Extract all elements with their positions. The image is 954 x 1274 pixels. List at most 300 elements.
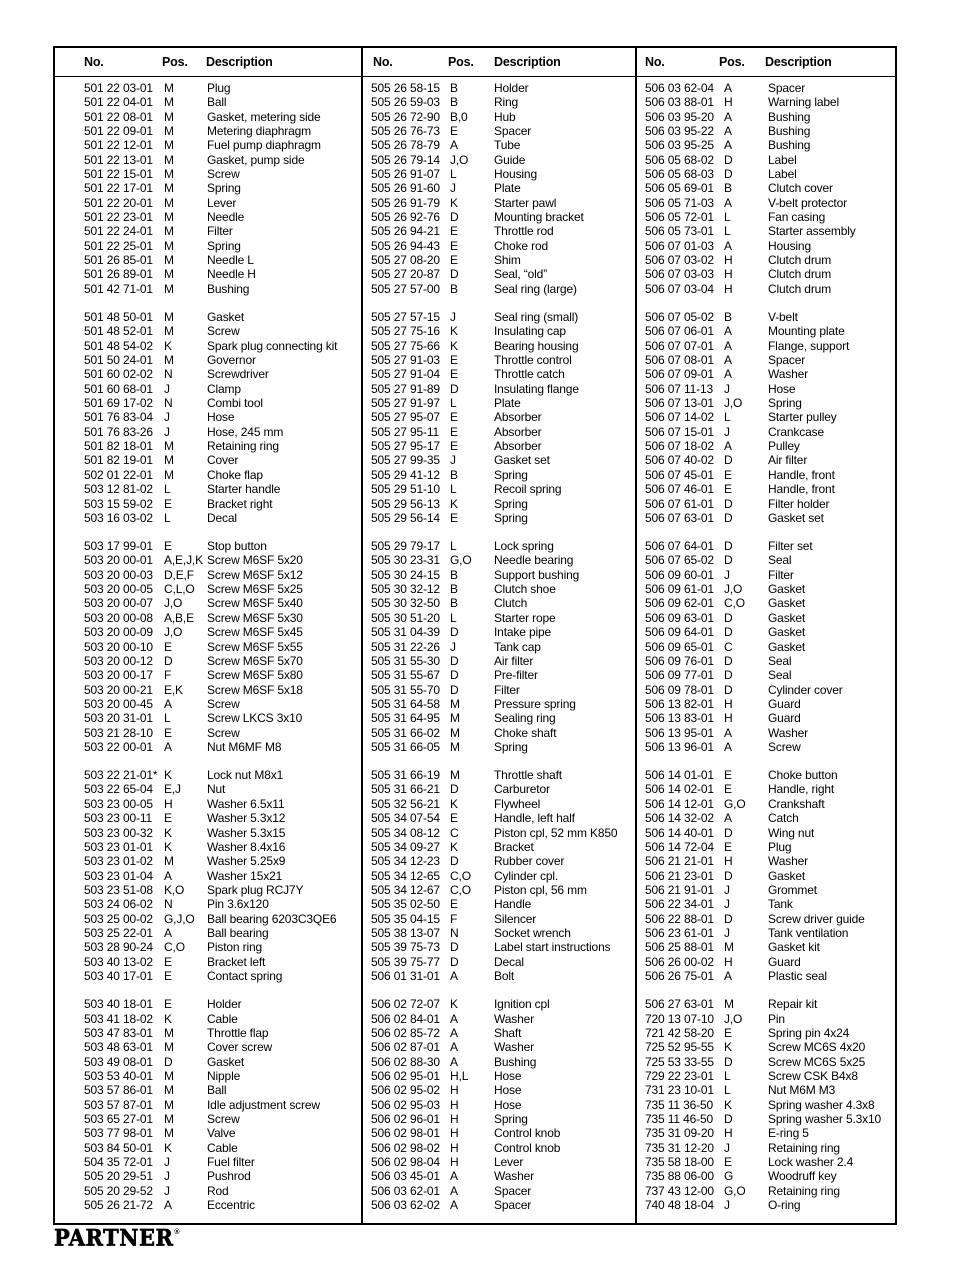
position-code: D xyxy=(724,1111,733,1126)
part-number: 505 30 32-12 xyxy=(371,582,440,597)
table-row xyxy=(635,181,895,195)
table-row xyxy=(361,625,635,639)
table-row xyxy=(635,596,895,610)
table-row xyxy=(55,511,361,525)
part-number: 505 30 32-50 xyxy=(371,596,440,611)
table-row xyxy=(361,396,635,410)
part-description: Piston cpl, 52 mm K850 xyxy=(494,825,618,840)
part-number: 505 34 08-12 xyxy=(371,825,440,840)
part-description: O-ring xyxy=(768,1198,801,1212)
part-description: Needle bearing xyxy=(494,553,574,568)
row-group xyxy=(55,310,361,525)
row-groups xyxy=(361,81,635,1226)
table-row xyxy=(361,582,635,596)
position-code: M xyxy=(164,310,174,325)
position-code: D xyxy=(450,854,459,869)
position-code: N xyxy=(164,396,173,411)
part-number: 505 27 75-66 xyxy=(371,338,440,353)
table-row xyxy=(361,196,635,210)
part-description: Combi tool xyxy=(207,396,263,411)
position-code: J xyxy=(164,1169,170,1184)
position-code: A xyxy=(724,81,732,95)
position-code: A,B,E xyxy=(164,610,194,625)
table-row xyxy=(635,568,895,582)
header-description: Description xyxy=(206,55,273,69)
part-description: Washer xyxy=(494,1011,534,1026)
row-group xyxy=(55,997,361,1212)
part-number: 503 23 00-32 xyxy=(84,825,153,840)
part-description: Rod xyxy=(207,1183,229,1198)
part-description: Screw M6SF 5x30 xyxy=(207,610,303,625)
position-code: H xyxy=(724,696,733,711)
table-row xyxy=(635,339,895,353)
position-code: B xyxy=(450,281,458,296)
table-row xyxy=(55,181,361,195)
part-description: Screwdriver xyxy=(207,367,269,382)
position-code: N xyxy=(450,925,459,940)
part-description: Washer 5.3x15 xyxy=(207,825,286,840)
table-row xyxy=(361,611,635,625)
part-description: Eccentric xyxy=(207,1198,255,1212)
part-number: 506 02 98-04 xyxy=(371,1154,440,1169)
table-row xyxy=(361,640,635,654)
part-number: 506 07 01-03 xyxy=(645,238,714,253)
table-row xyxy=(361,1083,635,1097)
part-description: Seal, “old” xyxy=(494,267,548,282)
part-number: 506 07 61-01 xyxy=(645,496,714,511)
part-description: Gasket kit xyxy=(768,940,820,955)
part-number: 501 60 68-01 xyxy=(84,381,153,396)
parts-list-table xyxy=(53,46,897,1225)
part-number: 506 07 46-01 xyxy=(645,482,714,497)
table-row xyxy=(55,367,361,381)
position-code: L xyxy=(450,482,457,497)
position-code: H xyxy=(450,1111,459,1126)
table-row xyxy=(55,969,361,983)
table-row xyxy=(635,310,895,324)
part-number: 503 23 51-08 xyxy=(84,882,153,897)
position-code: A xyxy=(164,1198,172,1212)
table-row xyxy=(635,955,895,969)
part-number: 505 31 55-67 xyxy=(371,668,440,683)
part-number: 506 07 13-01 xyxy=(645,396,714,411)
position-code: M xyxy=(450,768,460,783)
part-description: Nut M6MF M8 xyxy=(207,739,282,754)
part-description: E-ring 5 xyxy=(768,1126,809,1141)
part-number: 506 02 87-01 xyxy=(371,1040,440,1055)
position-code: H xyxy=(724,711,733,726)
part-description: Support bushing xyxy=(494,567,580,582)
part-number: 506 02 95-03 xyxy=(371,1097,440,1112)
part-number: 506 03 88-01 xyxy=(645,95,714,110)
table-row xyxy=(635,224,895,238)
part-description: Screw M6SF 5x25 xyxy=(207,582,303,597)
table-row xyxy=(361,468,635,482)
table-row xyxy=(55,110,361,124)
position-code: E xyxy=(164,811,172,826)
column-header xyxy=(361,48,635,77)
position-code: C,O xyxy=(450,868,471,883)
part-description: Handle, front xyxy=(768,467,835,482)
part-number: 503 16 03-02 xyxy=(84,510,153,525)
header-description: Description xyxy=(765,55,832,69)
position-code: M xyxy=(164,124,174,139)
part-description: Piston cpl, 56 mm xyxy=(494,882,587,897)
part-number: 506 09 65-01 xyxy=(645,639,714,654)
part-description: Label start instructions xyxy=(494,940,611,955)
part-description: Gasket xyxy=(768,625,806,640)
position-code: E xyxy=(450,367,458,382)
part-description: Hose xyxy=(494,1097,522,1112)
table-row xyxy=(55,782,361,796)
table-row xyxy=(55,625,361,639)
table-row xyxy=(635,353,895,367)
row-group xyxy=(635,768,895,983)
position-code: H xyxy=(724,281,733,296)
table-row xyxy=(635,1184,895,1198)
position-code: K xyxy=(164,338,172,353)
position-code: E xyxy=(724,467,732,482)
part-number: 506 14 72-04 xyxy=(645,839,714,854)
table-row xyxy=(55,640,361,654)
part-description: Screw xyxy=(207,725,240,740)
part-description: Silencer xyxy=(494,911,537,926)
part-number: 503 20 00-07 xyxy=(84,596,153,611)
part-number: 505 39 75-73 xyxy=(371,940,440,955)
position-code: B xyxy=(450,582,458,597)
part-number: 505 26 21-72 xyxy=(84,1198,153,1212)
table-row xyxy=(361,110,635,124)
table-row xyxy=(361,897,635,911)
part-description: Lock washer 2.4 xyxy=(768,1154,854,1169)
table-row xyxy=(361,95,635,109)
table-row xyxy=(361,654,635,668)
table-row xyxy=(55,324,361,338)
table-row xyxy=(361,153,635,167)
part-number: 501 42 71-01 xyxy=(84,281,153,296)
position-code: A,E,J,K xyxy=(164,553,203,568)
row-group xyxy=(635,997,895,1212)
position-code: J xyxy=(164,1154,170,1169)
table-row xyxy=(361,768,635,782)
part-number: 501 26 85-01 xyxy=(84,253,153,268)
part-description: Choke flap xyxy=(207,467,263,482)
position-code: D xyxy=(724,911,733,926)
part-description: Hub xyxy=(494,109,516,124)
part-description: Gasket set xyxy=(768,510,824,525)
part-description: Decal xyxy=(494,954,524,969)
table-row xyxy=(361,81,635,95)
part-description: Screw M6SF 5x70 xyxy=(207,653,303,668)
row-group xyxy=(361,539,635,754)
position-code: M xyxy=(164,453,174,468)
position-code: M xyxy=(164,1111,174,1126)
part-number: 506 21 21-01 xyxy=(645,854,714,869)
position-code: A xyxy=(164,868,172,883)
part-description: Gasket, metering side xyxy=(207,109,321,124)
position-code: E xyxy=(450,439,458,454)
table-row xyxy=(55,1155,361,1169)
table-row xyxy=(55,482,361,496)
part-description: Throttle shaft xyxy=(494,768,562,783)
position-code: M xyxy=(164,181,174,196)
part-number: 505 26 92-76 xyxy=(371,210,440,225)
part-number: 503 84 50-01 xyxy=(84,1140,153,1155)
part-number: 506 02 98-01 xyxy=(371,1126,440,1141)
part-number: 506 07 64-01 xyxy=(645,539,714,554)
part-number: 505 31 55-30 xyxy=(371,653,440,668)
part-description: Clamp xyxy=(207,381,241,396)
part-number: 503 57 86-01 xyxy=(84,1083,153,1098)
table-row xyxy=(635,511,895,525)
table-row xyxy=(55,940,361,954)
part-number: 735 11 36-50 xyxy=(645,1097,714,1112)
position-code: A xyxy=(450,968,458,983)
position-code: E xyxy=(724,482,732,497)
part-description: Air filter xyxy=(768,453,808,468)
position-code: J xyxy=(450,453,456,468)
position-code: A xyxy=(724,109,732,124)
part-number: 503 49 08-01 xyxy=(84,1054,153,1069)
table-row xyxy=(635,1069,895,1083)
part-description: Wing nut xyxy=(768,825,815,840)
position-code: K xyxy=(450,338,458,353)
part-number: 506 13 95-01 xyxy=(645,725,714,740)
position-code: H,L xyxy=(450,1068,469,1083)
table-row xyxy=(55,410,361,424)
part-number: 505 26 91-07 xyxy=(371,167,440,182)
part-number: 505 26 94-21 xyxy=(371,224,440,239)
part-description: Shaft xyxy=(494,1025,522,1040)
position-code: F xyxy=(164,668,172,683)
table-row xyxy=(361,955,635,969)
row-group xyxy=(361,81,635,296)
part-description: Gasket set xyxy=(494,453,550,468)
position-code: B xyxy=(450,81,458,95)
position-code: A xyxy=(724,739,732,754)
part-description: Gasket xyxy=(768,868,806,883)
part-description: Housing xyxy=(768,238,811,253)
position-code: A xyxy=(724,338,732,353)
part-number: 505 31 04-39 xyxy=(371,625,440,640)
part-number: 505 31 66-05 xyxy=(371,739,440,754)
part-description: Screw xyxy=(207,167,240,182)
table-row xyxy=(55,854,361,868)
position-code: E xyxy=(724,1154,732,1169)
column-header xyxy=(55,48,361,77)
part-description: Clutch shoe xyxy=(494,582,556,597)
table-row xyxy=(635,797,895,811)
part-number: 503 23 01-02 xyxy=(84,854,153,869)
table-row xyxy=(635,1169,895,1183)
part-description: Spring pin 4x24 xyxy=(768,1025,850,1040)
part-description: Holder xyxy=(494,81,529,95)
part-description: Fan casing xyxy=(768,210,826,225)
position-code: B xyxy=(724,181,732,196)
part-number: 501 50 24-01 xyxy=(84,353,153,368)
position-code: D xyxy=(724,610,733,625)
table-row xyxy=(55,797,361,811)
table-row xyxy=(55,396,361,410)
part-number: 505 34 12-67 xyxy=(371,882,440,897)
part-description: Starter rope xyxy=(494,610,556,625)
table-row xyxy=(635,668,895,682)
table-row xyxy=(635,1126,895,1140)
part-description: Starter handle xyxy=(207,482,281,497)
table-row xyxy=(361,382,635,396)
table-row xyxy=(635,553,895,567)
part-description: Pressure spring xyxy=(494,696,576,711)
position-code: E xyxy=(450,353,458,368)
part-number: 505 35 04-15 xyxy=(371,911,440,926)
position-code: E xyxy=(450,224,458,239)
position-code: E xyxy=(724,1025,732,1040)
part-number: 501 82 19-01 xyxy=(84,453,153,468)
part-description: Screw MC6S 4x20 xyxy=(768,1040,866,1055)
position-code: M xyxy=(164,195,174,210)
part-number: 505 27 91-89 xyxy=(371,381,440,396)
part-description: Seal ring (small) xyxy=(494,310,579,325)
part-number: 503 20 00-01 xyxy=(84,553,153,568)
part-number: 503 20 00-17 xyxy=(84,668,153,683)
part-description: Seal xyxy=(768,553,792,568)
part-number: 501 22 09-01 xyxy=(84,124,153,139)
part-number: 503 23 01-04 xyxy=(84,868,153,883)
part-description: Pre-filter xyxy=(494,668,538,683)
table-row xyxy=(361,1141,635,1155)
part-description: Spacer xyxy=(494,1183,532,1198)
position-code: L xyxy=(164,711,171,726)
position-code: M xyxy=(164,1097,174,1112)
table-row xyxy=(55,1055,361,1069)
part-number: 506 22 88-01 xyxy=(645,911,714,926)
table-row xyxy=(635,582,895,596)
part-description: Stop button xyxy=(207,539,267,554)
position-code: B,0 xyxy=(450,109,468,124)
part-number: 503 25 00-02 xyxy=(84,911,153,926)
part-description: Retaining ring xyxy=(768,1140,840,1155)
table-row xyxy=(55,253,361,267)
table-row xyxy=(635,482,895,496)
position-code: N xyxy=(164,897,173,912)
header-no: No. xyxy=(373,55,393,69)
table-row xyxy=(635,210,895,224)
row-group xyxy=(635,310,895,525)
part-description: Label xyxy=(768,167,797,182)
part-description: Cable xyxy=(207,1011,238,1026)
part-number: 506 07 65-02 xyxy=(645,553,714,568)
part-description: Pushrod xyxy=(207,1169,251,1184)
table-row xyxy=(635,611,895,625)
part-number: 506 14 01-01 xyxy=(645,768,714,783)
table-row xyxy=(635,282,895,296)
part-description: Screw xyxy=(207,1111,240,1126)
position-code: D xyxy=(450,210,459,225)
part-number: 505 34 09-27 xyxy=(371,839,440,854)
part-description: Gasket, pump side xyxy=(207,152,305,167)
header-description: Description xyxy=(494,55,561,69)
part-description: Recoil spring xyxy=(494,482,562,497)
part-description: Clutch drum xyxy=(768,267,832,282)
part-number: 501 76 83-04 xyxy=(84,410,153,425)
position-code: A xyxy=(450,1011,458,1026)
position-code: H xyxy=(724,95,733,110)
part-number: 506 03 62-04 xyxy=(645,81,714,95)
table-row xyxy=(55,1040,361,1054)
part-description: Label xyxy=(768,152,797,167)
position-code: D xyxy=(450,625,459,640)
part-description: Spring xyxy=(207,238,241,253)
position-code: J xyxy=(724,882,730,897)
part-description: Cylinder cpl. xyxy=(494,868,559,883)
part-number: 503 48 63-01 xyxy=(84,1040,153,1055)
part-number: 505 30 24-15 xyxy=(371,567,440,582)
part-number: 501 22 03-01 xyxy=(84,81,153,95)
table-row xyxy=(55,683,361,697)
position-code: D xyxy=(450,668,459,683)
position-code: M xyxy=(164,324,174,339)
position-code: K xyxy=(164,825,172,840)
part-description: Grommet xyxy=(768,882,817,897)
table-row xyxy=(361,539,635,553)
table-row xyxy=(361,1198,635,1212)
table-row xyxy=(635,926,895,940)
part-description: Bracket left xyxy=(207,954,266,969)
part-number: 506 22 34-01 xyxy=(645,897,714,912)
logo-text: PARTNER xyxy=(54,1224,174,1251)
table-row xyxy=(635,239,895,253)
part-description: Spring washer 4.3x8 xyxy=(768,1097,875,1112)
position-code: E xyxy=(164,496,172,511)
table-row xyxy=(55,1112,361,1126)
part-number: 506 05 73-01 xyxy=(645,224,714,239)
part-number: 506 02 96-01 xyxy=(371,1111,440,1126)
part-description: Needle L xyxy=(207,253,254,268)
part-description: Washer xyxy=(768,367,808,382)
part-description: Screw xyxy=(207,696,240,711)
part-number: 506 23 61-01 xyxy=(645,925,714,940)
part-description: Retaining ring xyxy=(207,439,279,454)
table-row xyxy=(635,625,895,639)
table-row xyxy=(55,1069,361,1083)
position-code: N xyxy=(164,367,173,382)
part-number: 503 23 01-01 xyxy=(84,839,153,854)
position-code: C,O xyxy=(724,596,745,611)
row-group xyxy=(55,81,361,296)
table-row xyxy=(635,267,895,281)
part-description: Carburetor xyxy=(494,782,550,797)
table-row xyxy=(361,1040,635,1054)
position-code: J xyxy=(164,410,170,425)
position-code: M xyxy=(164,1126,174,1141)
position-code: A xyxy=(450,1198,458,1212)
table-row xyxy=(55,582,361,596)
part-number: 506 03 45-01 xyxy=(371,1169,440,1184)
table-row xyxy=(361,997,635,1011)
table-row xyxy=(361,553,635,567)
part-number: 501 22 12-01 xyxy=(84,138,153,153)
table-row xyxy=(635,497,895,511)
table-row xyxy=(361,224,635,238)
part-description: Tank cap xyxy=(494,639,541,654)
position-code: E xyxy=(450,510,458,525)
part-description: Needle H xyxy=(207,267,256,282)
table-row xyxy=(361,239,635,253)
part-number: 740 48 18-04 xyxy=(645,1198,714,1212)
part-description: Screw xyxy=(207,324,240,339)
position-code: B xyxy=(450,467,458,482)
part-description: Screw M6SF 5x12 xyxy=(207,567,303,582)
